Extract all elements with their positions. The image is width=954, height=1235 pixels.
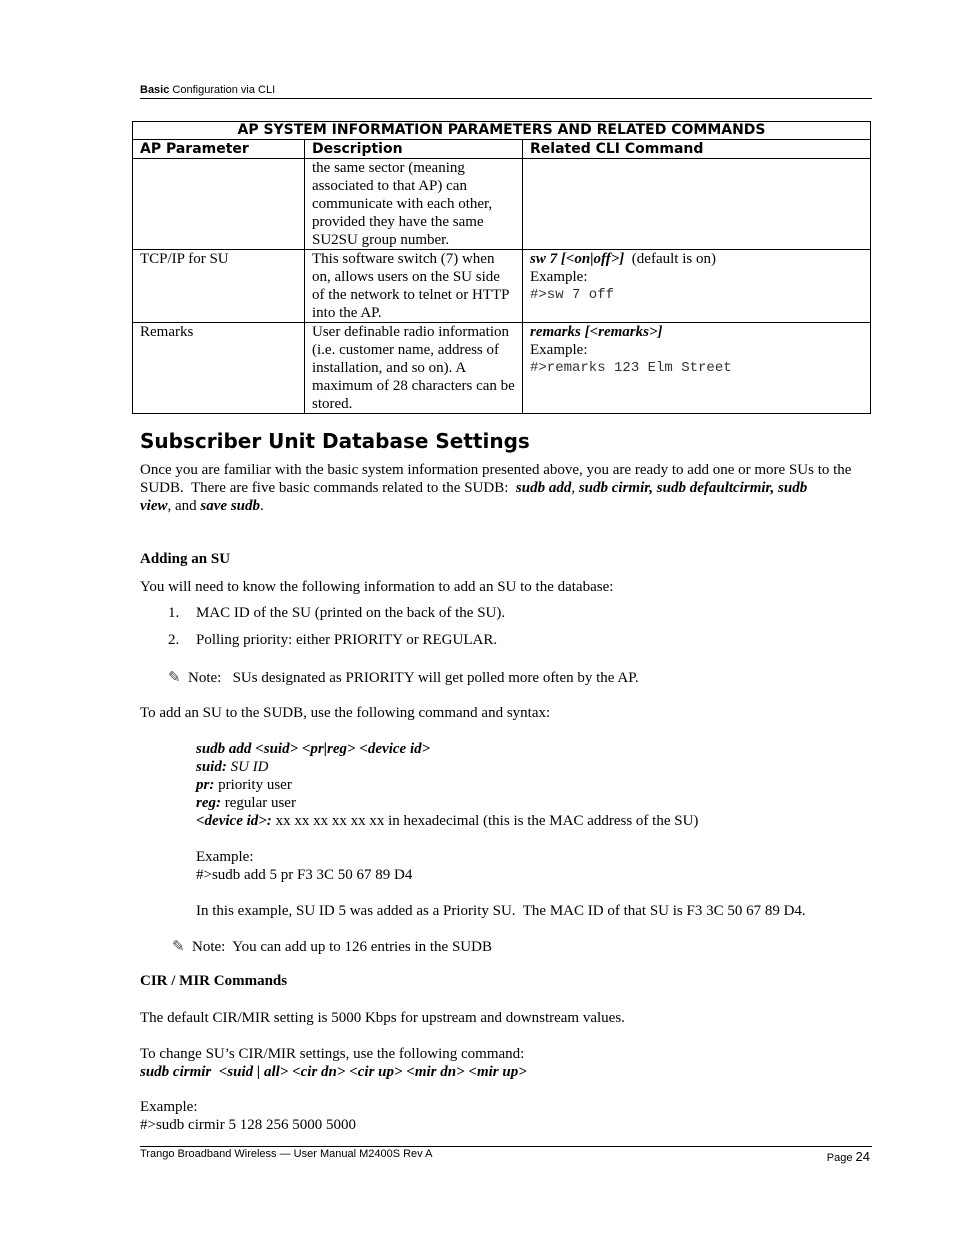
note-text: Note: You can add up to 126 entries in the SUDB: [192, 939, 492, 955]
param-cell: [133, 159, 305, 250]
cir-command-syntax: sudb cirmir <suid | all> <cir dn> <cir up> <mir dn> <mir up>: [140, 1064, 527, 1080]
list-number: 1.: [168, 605, 180, 621]
intro-command: sudb cirmir, sudb defaultcirmir, sudb view: [140, 480, 808, 514]
cir-mir-heading: CIR / MIR Commands: [140, 973, 288, 989]
description-cell: the same sector (meaning associated to that AP) can communicate with each other, provided they have the same SU2SU group number.: [305, 159, 523, 250]
example-label: Example:: [530, 342, 588, 358]
header-section-rest: Configuration via CLI: [169, 84, 276, 96]
intro-command: sudb add: [515, 480, 572, 496]
list-number: 2.: [168, 632, 180, 648]
definition-term: suid:: [196, 759, 227, 775]
example-code: #>sw 7 off: [530, 287, 615, 303]
definition-row: [196, 776, 806, 794]
header-section-bold: Basic: [140, 84, 170, 96]
command-note: (default is on): [624, 251, 716, 267]
description-cell: This software switch (7) when on, allows users on the SU side of the network to telnet or HTTP into the AP.: [305, 250, 523, 323]
param-cell: TCP/IP for SU: [133, 250, 305, 323]
adding-su-heading: Adding an SU: [140, 551, 231, 567]
column-header-description: Description: [305, 140, 523, 159]
list-text: MAC ID of the SU (printed on the back of the SU).: [196, 605, 506, 621]
command-syntax: remarks [<remarks>]: [530, 324, 663, 340]
definition-text: xx xx xx xx xx xx in hexadecimal (this is the MAC address of the SU): [271, 813, 699, 829]
intro-text: .: [260, 498, 264, 514]
example-label: Example:: [530, 269, 588, 285]
definition-term: pr:: [196, 777, 215, 793]
table-row: [133, 323, 871, 414]
example-explanation: In this example, SU ID 5 was added as a Priority SU. The MAC ID of that SU is F3 3C 50 67 89 D4.: [196, 903, 806, 919]
page-num: 24: [855, 1149, 870, 1164]
command-definition-block: [196, 740, 806, 920]
header-rule: [140, 98, 872, 99]
definition-text: priority user: [214, 777, 292, 793]
intro-paragraph: [140, 461, 870, 515]
definition-text: regular user: [221, 795, 296, 811]
description-cell: User definable radio information (i.e. customer name, address of installation, and so on). A maximum of 28 characters can be stored.: [305, 323, 523, 414]
table-row: [133, 159, 871, 250]
definition-term: <device id>:: [196, 813, 272, 829]
definition-term: reg:: [196, 795, 221, 811]
definition-row: [196, 794, 806, 812]
page-label: Page: [826, 1152, 856, 1164]
command-syntax: sw 7 [<on|off>]: [530, 251, 625, 267]
command-syntax: sudb add <suid> <pr|reg> <device id>: [196, 741, 431, 757]
command-cell: [523, 323, 871, 414]
section-title: Subscriber Unit Database Settings: [140, 429, 530, 453]
syntax-lead: To add an SU to the SUDB, use the following command and syntax:: [140, 705, 551, 721]
page-number: [827, 1149, 870, 1164]
definition-row: [196, 812, 806, 830]
note-priority: [168, 668, 639, 687]
column-header-command: Related CLI Command: [523, 140, 871, 159]
table-row: [133, 250, 871, 323]
command-cell: [523, 250, 871, 323]
definition-row: [196, 758, 806, 776]
intro-command: save sudb: [200, 498, 261, 514]
pencil-icon: ✎: [168, 670, 181, 686]
running-header: [140, 84, 275, 96]
list-item: [168, 632, 497, 649]
cir-default-text: The default CIR/MIR setting is 5000 Kbps for upstream and downstream values.: [140, 1010, 625, 1026]
example-label: Example:: [196, 849, 254, 865]
intro-text: ,: [571, 480, 579, 496]
note-text: Note: SUs designated as PRIORITY will get polled more often by the AP.: [188, 670, 639, 686]
note-entries: [172, 937, 492, 956]
example-code: #>sudb add 5 pr F3 3C 50 67 89 D4: [196, 867, 413, 883]
adding-lead: You will need to know the following information to add an SU to the database:: [140, 579, 614, 595]
param-cell: Remarks: [133, 323, 305, 414]
ap-parameters-table: [132, 121, 871, 414]
cir-change-text: To change SU’s CIR/MIR settings, use the following command:: [140, 1046, 525, 1062]
example-code: #>remarks 123 Elm Street: [530, 360, 732, 376]
list-item: [168, 605, 505, 622]
intro-text: , and: [167, 498, 201, 514]
footer-title: Trango Broadband Wireless — User Manual M2400S Rev A: [140, 1148, 433, 1160]
footer-rule: [140, 1146, 872, 1147]
definition-text: SU ID: [226, 759, 269, 775]
table-title: AP SYSTEM INFORMATION PARAMETERS AND RELATED COMMANDS: [133, 122, 871, 140]
command-cell: [523, 159, 871, 250]
cir-example-code: #>sudb cirmir 5 128 256 5000 5000: [140, 1117, 356, 1133]
list-text: Polling priority: either PRIORITY or REGULAR.: [196, 632, 498, 648]
intro-text: Once you are familiar with the basic system information presented above, you are ready to add one or more SUs to the SUDB. There are five basic commands related to the SUDB:: [140, 462, 856, 496]
column-header-parameter: AP Parameter: [133, 140, 305, 159]
pencil-icon: ✎: [172, 939, 185, 955]
cir-example-label: Example:: [140, 1099, 198, 1115]
